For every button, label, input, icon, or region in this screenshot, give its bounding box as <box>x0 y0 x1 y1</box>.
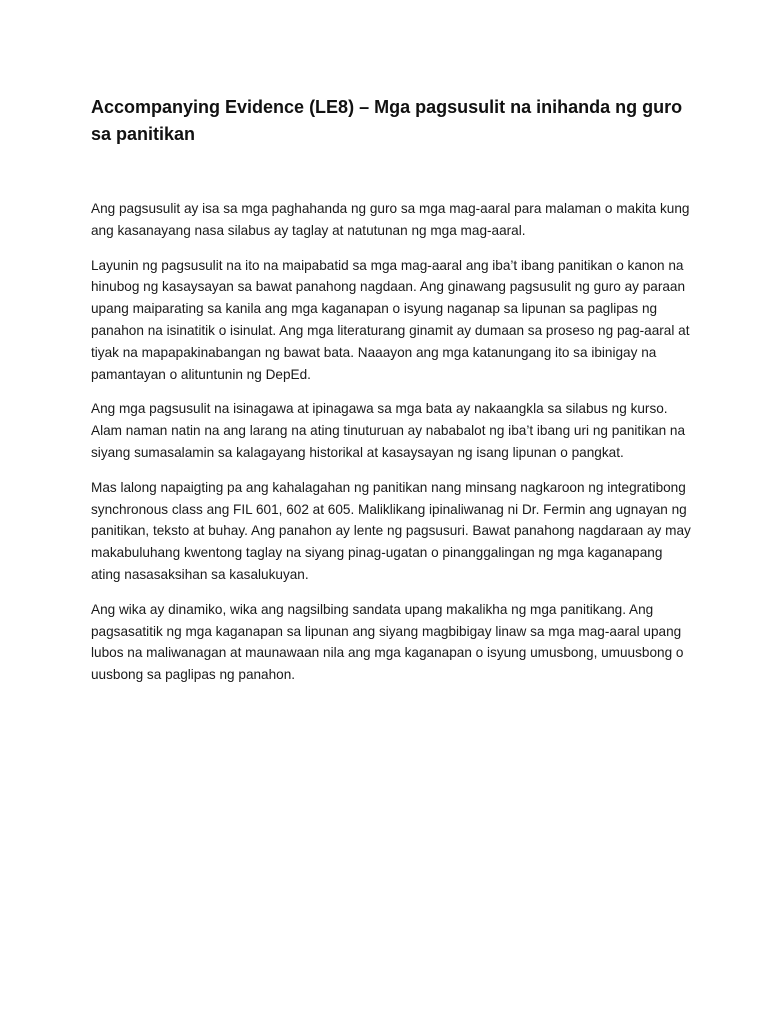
document-body <box>91 198 691 686</box>
document-page <box>91 94 691 699</box>
document-title: Accompanying Evidence (LE8) – Mga pagsusulit na inihanda ng guro sa panitikan <box>91 97 683 144</box>
paragraph-5: Ang wika ay dinamiko, wika ang nagsilbing sandata upang makalikha ng mga panitikang. Ang pagsasatitik ng mga kaganapan sa lipunan ang siyang magbibigay linaw sa mga mag-aaral upang lubos na maliwanagan at maunawaan nila ang mga kaganapan o isyung umusbong, umuusbong o uusbong sa paglipas ng panahon. <box>91 601 684 683</box>
paragraph-2: Layunin ng pagsusulit na ito na maipabatid sa mga mag-aaral ang iba’t ibang panitikan o kanon na hinubog ng kasaysayan sa bawat panahong nagdaan. Ang ginawang pagsusulit ng guro ay paraan upang maiparating sa kanila ang mga kaganapan o isyung naganap sa lipunan sa paglipas ng panahon na isinatitik o isinulat. Ang mga literaturang ginamit ay dumaan sa proseso ng pag-aaral at tiyak na mapapakinabangan ng bawat bata. Naaayon ang mga katanungang ito sa ibinigay na pamantayan o alituntunin ng DepEd. <box>91 257 690 382</box>
paragraph-1: Ang pagsusulit ay isa sa mga paghahanda ng guro sa mga mag-aaral para malaman o makita kung ang kasanayang nasa silabus ay taglay at natutunan ng mga mag-aaral. <box>91 201 690 238</box>
paragraph-4: Mas lalong napaigting pa ang kahalagahan ng panitikan nang minsang nagkaroon ng integratibong synchronous class ang FIL 601, 602 at 605. Maliklikang ipinaliwanag ni Dr. Fermin ang ugnayan ng panitikan, teksto at buhay. Ang panahon ay lente ng pagsusuri. Bawat panahong nagdaraan ay may makabuluhang kwentong taglay na siyang pinag-ugatan o pinanggalingan ng mga kaganapang ating nasasaksihan sa kasalukuyan. <box>91 479 691 582</box>
paragraph-3: Ang mga pagsusulit na isinagawa at ipinagawa sa mga bata ay nakaangkla sa silabus ng kurso. Alam naman natin na ang larang na ating tinuturuan ay nababalot ng iba’t ibang uri ng panitikan na siyang sumasalamin sa kalagayang historikal at kasaysayan ng isang lipunan o pangkat. <box>91 401 686 460</box>
